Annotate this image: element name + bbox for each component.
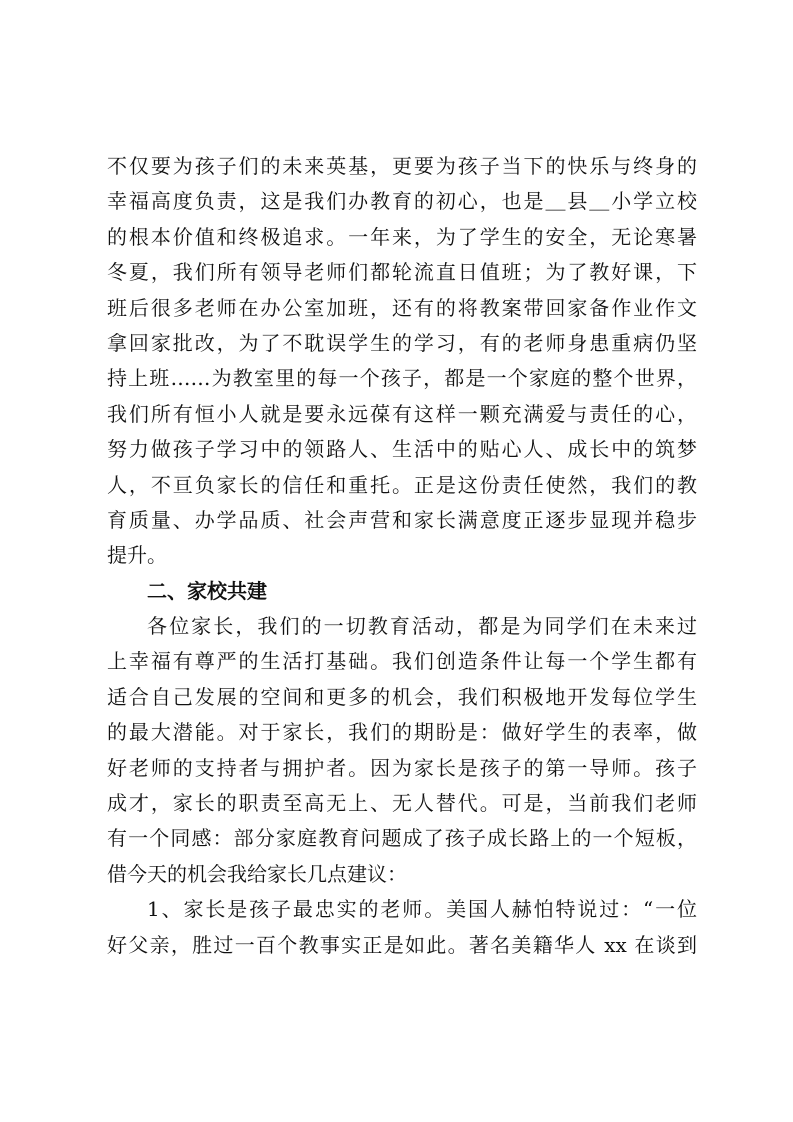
text-line: 成才，家长的职责至高无上、无人替代。可是，当前我们老师	[107, 791, 697, 816]
text-line: 借今天的机会我给家长几点建议：	[107, 861, 407, 886]
text-line: 努力做孩子学习中的领路人、生活中的贴心人、成长中的筑梦	[107, 437, 697, 462]
text-line: 幸福高度负责，这是我们办教育的初心，也是＿县＿小学立校	[107, 189, 697, 214]
text-line: 冬夏，我们所有领导老师们都轮流直日值班；为了教好课，下	[107, 260, 697, 285]
section-heading: 二、家校共建	[147, 578, 267, 603]
text-line: 拿回家批改，为了不耽误学生的学习，有的老师身患重病仍坚	[107, 330, 697, 355]
text-line: 持上班……为教室里的每一个孩子，都是一个家庭的整个世界，	[107, 366, 697, 391]
text-line: 不仅要为孩子们的未来英基，更要为孩子当下的快乐与终身的	[107, 154, 697, 178]
text-line: 人，不亘负家长的信任和重托。正是这份责任使然，我们的教	[107, 472, 697, 497]
text-line: 好老师的支持者与拥护者。因为家长是孩子的第一导师。孩子	[107, 755, 697, 780]
text-line: 好父亲，胜过一百个教事实正是如此。著名美籍华人 xx 在谈到	[107, 932, 697, 957]
text-line: 有一个同感：部分家庭教育问题成了孩子成长路上的一个短板，	[107, 826, 697, 851]
text-line: 的根本价值和终极追求。一年来，为了学生的安全，无论寒暑	[107, 224, 697, 249]
text-line: 班后很多老师在办公室加班，还有的将教案带回家备作业作文	[107, 295, 697, 320]
text-line: 我们所有恒小人就是要永远葆有这样一颗充满爱与责任的心，	[107, 401, 697, 426]
document-body	[107, 149, 697, 963]
text-line: 适合自己发展的空间和更多的机会，我们积极地开发每位学生	[107, 684, 697, 709]
text-line: 1、家长是孩子最忠实的老师。美国人赫怕特说过：“一位	[147, 897, 697, 922]
text-line: 的最大潜能。对于家长，我们的期盼是：做好学生的表率，做	[107, 720, 697, 745]
text-line: 各位家长，我们的一切教育活动，都是为同学们在未来过	[147, 614, 697, 639]
text-line: 育质量、办学品质、社会声营和家长满意度正逐步显现并稳步	[107, 507, 697, 532]
text-line: 提升。	[107, 543, 167, 568]
text-line: 上幸福有尊严的生活打基础。我们创造条件让每一个学生都有	[107, 649, 697, 674]
